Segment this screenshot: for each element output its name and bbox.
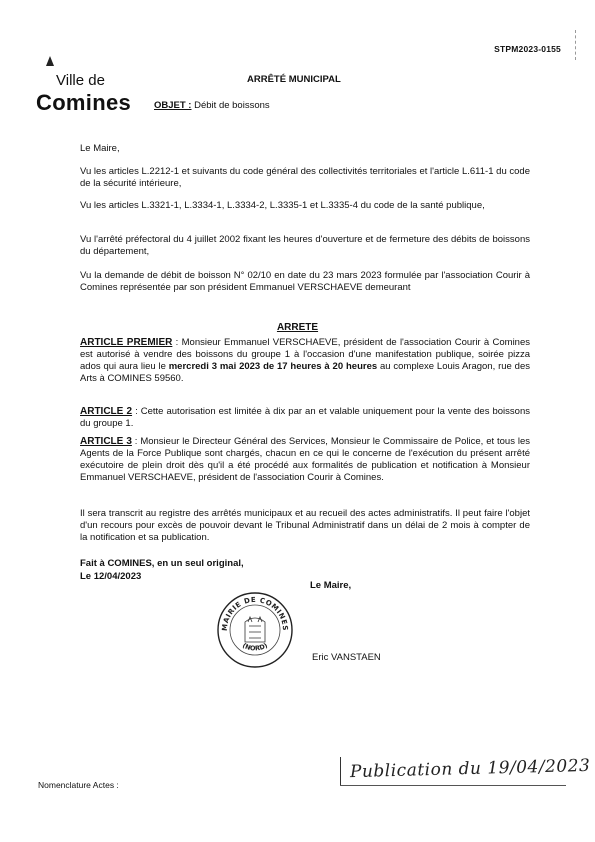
article-premier-text-b: au complexe Louis Aragon, rue des Arts à COMINES 59560. <box>80 361 530 384</box>
vu-paragraph-4: Vu la demande de débit de boisson N° 02/10 en date du 23 mars 2023 formulée par l'association Courir à Comines représentée par son président Emmanuel VERSCHAEVE demeurant <box>80 270 530 293</box>
objet-line <box>154 100 270 111</box>
city-logo-icon <box>46 56 54 66</box>
fait-line-1: Fait à COMINES, en un seul original, <box>80 558 244 569</box>
fait-line-2: Le 12/04/2023 <box>80 571 142 582</box>
article-2-text: : Cette autorisation est limitée à dix par an et valable uniquement pour la vente des boissons du groupe 1. <box>80 406 530 429</box>
objet-text: Débit de boissons <box>191 100 270 111</box>
handwritten-publication-text: Publication du 19/04/2023 <box>349 755 591 783</box>
logo-comines: Comines <box>36 90 132 115</box>
handwritten-publication-note <box>336 755 591 789</box>
intro-line: Le Maire, <box>80 143 120 154</box>
document-reference: STPM2023-0155 <box>494 44 561 54</box>
seal-top-text: MAIRIE DE COMINES <box>220 595 290 632</box>
vu-paragraph-3: Vu l'arrêté préfectoral du 4 juillet 2002 fixant les heures d'ouverture et de fermeture des débits de boissons du département, <box>80 234 530 257</box>
handwritten-underline <box>340 785 566 786</box>
vu-paragraph-2: Vu les articles L.3321-1, L.3334-1, L.3334-2, L.3335-1 et L.3335-4 du code de la santé publique, <box>80 200 485 211</box>
article-3-text: : Monsieur le Directeur Général des Services, Monsieur le Commissaire de Police, et tous les Agents de la Force Publique sont chargés, chacun en ce qui le concerne de l'exécution du présent arrêté exécutoire de plein droit dès qu'il a été procédé aux formalités de publication et notification à Monsieur Emmanuel VERSCHAEVE, président de l'association Courir à Comines. <box>80 436 530 483</box>
svg-text:(NORD) <box>241 641 269 652</box>
article-3 <box>80 436 530 484</box>
article-2 <box>80 406 530 430</box>
logo-ville-de: Ville de <box>56 72 105 89</box>
article-premier-text-a: : Monsieur Emmanuel VERSCHAEVE, président de l'association Courir à Comines est autorisé à vendre des boissons du groupe 1 à l'occasion d'une manifestation publique, soirée pizza ados qui aura lieu le <box>80 337 531 372</box>
document-title: ARRÊTÉ MUNICIPAL <box>247 74 341 85</box>
closing-paragraph: Il sera transcrit au registre des arrêtés municipaux et au recueil des actes administratifs. Il peut faire l'objet d'un recours pour excès de pouvoir devant le Tribunal Administratif dans un délai de 2 mois à compter de la notification et sa publication. <box>80 508 530 543</box>
arrete-heading: ARRETE <box>276 322 319 333</box>
signer-name: Eric VANSTAEN <box>312 652 381 663</box>
article-premier-date: mercredi 3 mai 2023 de 17 heures à 20 heures <box>168 361 378 372</box>
mairie-seal-stamp <box>215 590 295 670</box>
nomenclature-actes: Nomenclature Actes : <box>38 780 119 790</box>
objet-label: OBJET : <box>154 100 192 111</box>
article-2-label: ARTICLE 2 <box>80 406 133 417</box>
signer-title: Le Maire, <box>310 580 352 591</box>
seal-bottom-text: (NORD) <box>241 641 269 653</box>
handwritten-bracket <box>340 757 341 785</box>
scan-edge-marks <box>575 30 578 60</box>
article-premier-label: ARTICLE PREMIER <box>80 337 173 348</box>
article-3-label: ARTICLE 3 <box>80 436 132 447</box>
vu-paragraph-1: Vu les articles L.2212-1 et suivants du code général des collectivités territoriales et l'article L.611-1 du code de la sécurité intérieure, <box>80 166 530 189</box>
article-premier <box>80 337 530 385</box>
